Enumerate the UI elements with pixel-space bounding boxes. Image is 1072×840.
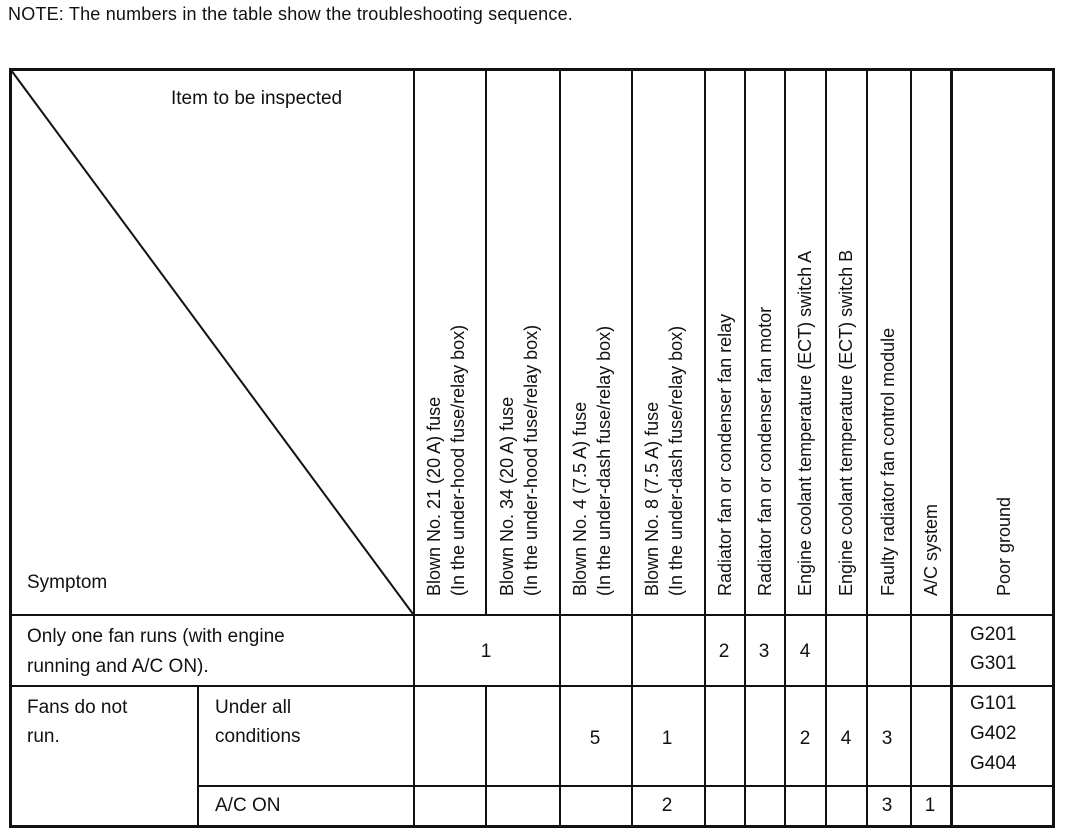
row3-module-value: 3 xyxy=(881,795,893,816)
row2-condition-line2: conditions xyxy=(215,726,301,747)
row1-relay-value: 2 xyxy=(718,641,730,662)
row1-ground-1: G201 xyxy=(970,624,1017,645)
col-line-1b xyxy=(485,685,487,828)
col-line-2 xyxy=(559,68,561,828)
row2-symptom-line2: run. xyxy=(27,726,60,747)
table-border-bottom xyxy=(9,825,1055,828)
symptom-split-line xyxy=(197,685,199,828)
row1-merged-fuse-value: 1 xyxy=(480,641,492,662)
row2-ect-b-value: 4 xyxy=(840,728,852,749)
col-header-ac-system: A/C system xyxy=(921,503,941,596)
row2-module-value: 3 xyxy=(881,728,893,749)
row1-ect-a-value: 4 xyxy=(799,641,811,662)
row2-ground-1: G101 xyxy=(970,693,1017,714)
col-header-fan-relay: Radiator fan or condenser fan relay xyxy=(715,313,735,596)
row2-fuse4-value: 5 xyxy=(589,728,601,749)
col-line-9 xyxy=(910,68,912,828)
corner-item-label: Item to be inspected xyxy=(171,88,343,109)
col-header-fuse34: Blown No. 34 (20 A) fuse (In the under-hood fuse/relay box) xyxy=(497,324,541,596)
row2-condition-line1: Under all xyxy=(215,697,292,718)
header-bottom-line xyxy=(9,614,1055,616)
row2-symptom-line1: Fans do not xyxy=(27,697,128,718)
col-line-6 xyxy=(784,68,786,828)
col-line-3 xyxy=(631,68,633,828)
row2-ground-3: G404 xyxy=(970,753,1017,774)
col-line-10 xyxy=(950,68,953,828)
row1-bottom-line xyxy=(9,685,1055,687)
row3-fuse8-value: 2 xyxy=(661,795,673,816)
row1-symptom-line1: Only one fan runs (with engine xyxy=(27,626,285,647)
col-header-fuse21: Blown No. 21 (20 A) fuse (In the under-hood fuse/relay box) xyxy=(424,324,468,596)
col-line-1 xyxy=(485,68,487,616)
row1-symptom-line2: running and A/C ON). xyxy=(27,656,209,677)
col-line-4 xyxy=(704,68,706,828)
col-header-fan-motor: Radiator fan or condenser fan motor xyxy=(755,306,775,596)
row2-bottom-line xyxy=(197,785,1055,787)
row3-ac-value: 1 xyxy=(924,795,936,816)
col-header-fan-module: Faulty radiator fan control module xyxy=(878,327,898,596)
col-line-0 xyxy=(413,68,415,828)
col-line-8 xyxy=(866,68,868,828)
col-header-fuse8: Blown No. 8 (7.5 A) fuse (In the under-dash fuse/relay box) xyxy=(642,325,686,596)
col-header-ect-a: Engine coolant temperature (ECT) switch A xyxy=(795,250,815,596)
troubleshooting-table xyxy=(9,68,1055,828)
corner-symptom-label: Symptom xyxy=(27,572,108,593)
row2-ground-2: G402 xyxy=(970,723,1017,744)
table-border-right xyxy=(1052,68,1055,828)
row1-motor-value: 3 xyxy=(758,641,770,662)
col-header-poor-ground: Poor ground xyxy=(994,496,1014,596)
note-text: NOTE: The numbers in the table show the troubleshooting sequence. xyxy=(8,4,573,24)
corner-diagonal xyxy=(9,68,415,616)
row2-fuse8-value: 1 xyxy=(661,728,673,749)
row3-condition: A/C ON xyxy=(215,795,281,816)
row2-ect-a-value: 2 xyxy=(799,728,811,749)
row1-ground-2: G301 xyxy=(970,653,1017,674)
col-line-7 xyxy=(825,68,827,828)
col-header-ect-b: Engine coolant temperature (ECT) switch B xyxy=(836,249,856,596)
col-header-fuse4: Blown No. 4 (7.5 A) fuse (In the under-dash fuse/relay box) xyxy=(570,325,614,596)
col-line-5 xyxy=(744,68,746,828)
